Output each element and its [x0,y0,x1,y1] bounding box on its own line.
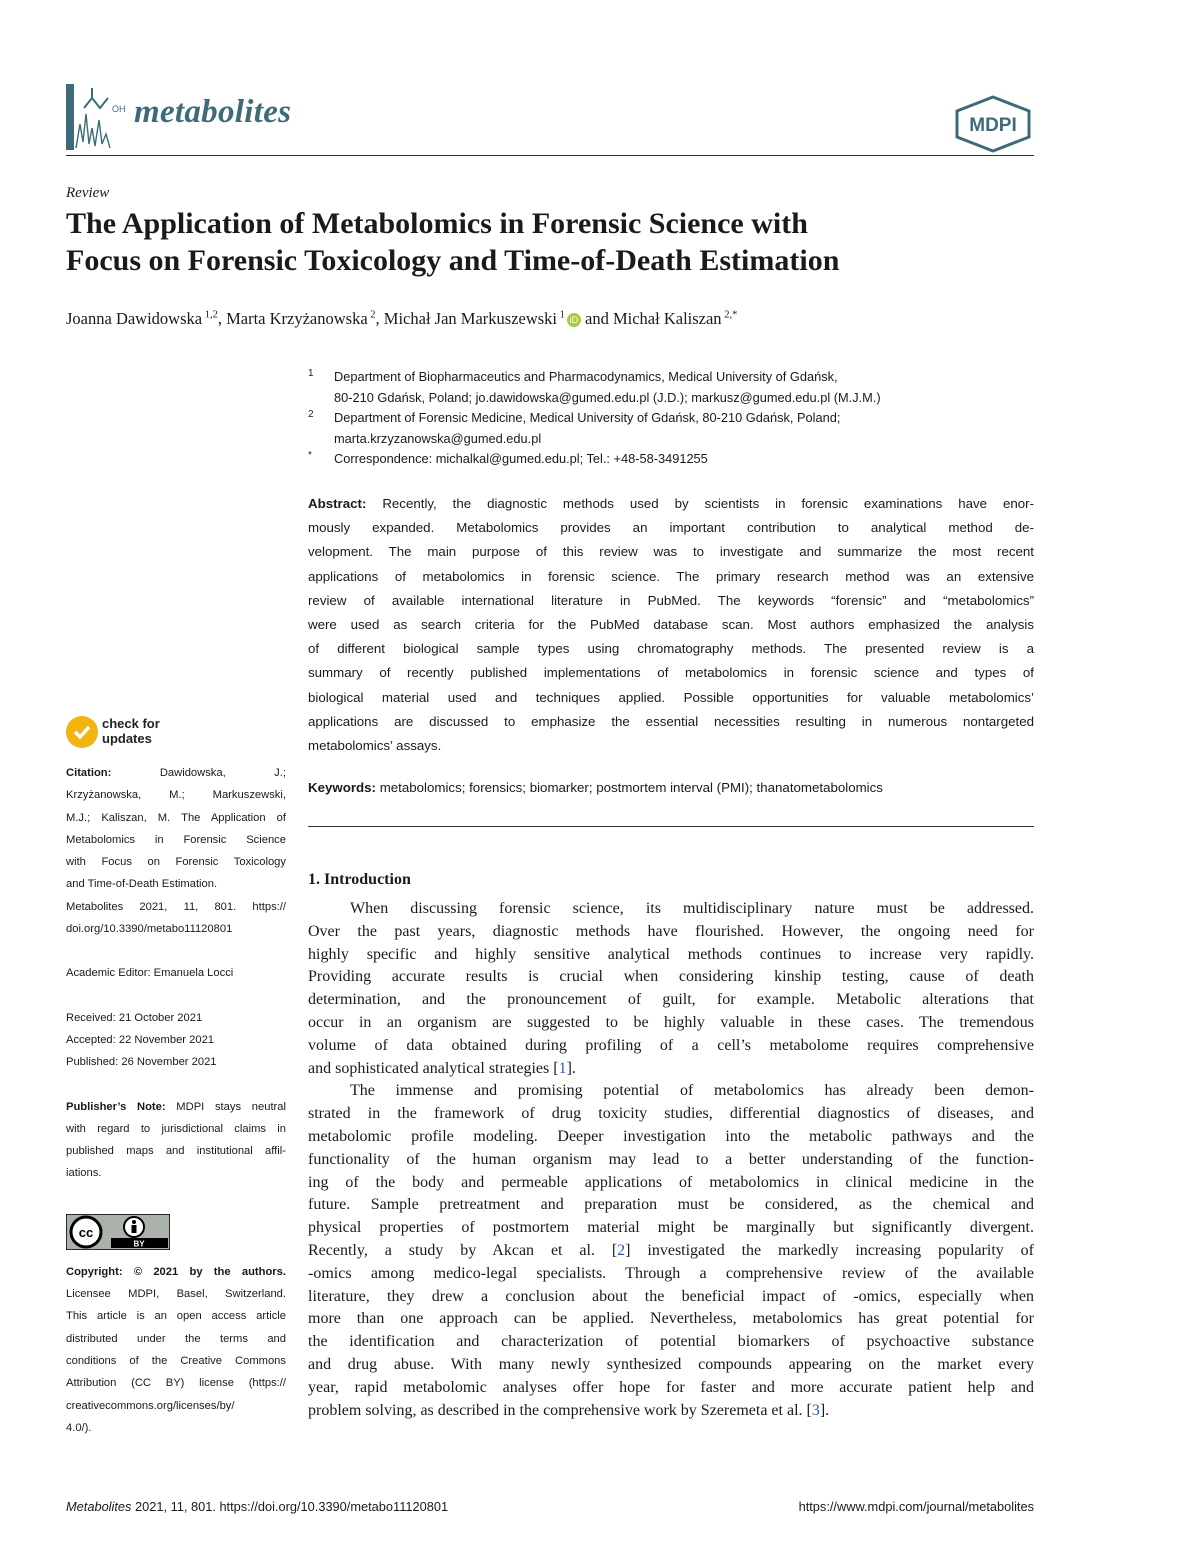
introduction-body: When discussing forensic science, its multidisciplinary nature must be addressed. Over the past years, diagnostic methods have flourished. However, the ongoing need for highly specific and highly sensitive analytical methods continues to increase very rapidly. Providing accurate results is crucial when considering kinship testing, cause of death determination, and the pronouncement of guilt, for example. Metabolic alterations that occur in an organism are suggested to be highly valuable in these cases. The tremendous volume of data obtained during profiling of a cell’s metabolome requires comprehensive and sophisticated analytical strategies [1]. The immense and promising potential of metabolomics has already been demon- strated in the framework of drug toxicity studies, differential diagnostics of diseases, and metabolomic profile modeling. Deeper investigation into the metabolic pathways and the functionality of the human organism may lead to a better understanding of the function- ing of the body and permeable applications of metabolomics in clinical medicine in the future. Sample pretreatment and preparation must be considered, as the chemical and physical properties of postmortem material might be marginally but significantly divergent. Recently, a study by Akcan et al. [2] investigated the markedly increasing popularity of -omics among medico-legal specialists. Through a comprehensive review of the available literature, they drew a conclusion about the beneficial impact of -omics, especially when more than one approach can be applied. Nevertheless, metabolomics has great potential for the identification and characterization of potential biomarkers of psychoactive substance and drug abuse. With many newly synthesized compounds appearing on the market every year, rapid metabolomic analyses offer hope for faster and more accurate patient help and problem solving, as described in the comprehensive work by Szeremeta et al. [3]. [308,900,1034,1419]
logo-oh-text: OH [112,104,126,114]
reference-link[interactable]: 1 [558,1059,567,1077]
title-line: The Application of Metabolomics in Forensic Science with [66,207,808,240]
footer-journal-url[interactable]: https://www.mdpi.com/journal/metabolites [798,1499,1034,1514]
author-affiliation-sup: 1 [559,309,565,321]
affiliation-item: 2 Department of Forensic Medicine, Medical University of Gdańsk, 80-210 Gdańsk, Poland; marta.krzyzanowska@gumed.edu.pl [308,409,841,446]
author-name[interactable]: Marta Krzyżanowska [226,309,368,328]
author-list: Joanna Dawidowska $^{1,2}$, Marta Krzyżanowska $^2$, Michał Jan Markuszewski $^1$ iD and Michał Kaliszan $^{2,*}$ [66,309,738,328]
author-affiliation-sup: 2 [370,309,376,321]
citation-line: Citation: Dawidowska, J.; [66,767,286,779]
author-name[interactable]: Michał Kaliszan [612,309,722,328]
copyright-notice: Copyright: © 2021 by the authors. [66,1265,286,1278]
author-name[interactable]: Michał Jan Markuszewski [383,309,558,328]
publishers-note: Publisher’s Note: MDPI stays neutral [66,1100,286,1113]
check-for-updates-button[interactable] [66,714,196,754]
citation-doi-link[interactable]: doi.org/10.3390/metabo11120801 [66,923,233,936]
abstract: Abstract: Recently, the diagnostic methods used by scientists in forensic examinations have enor- mously expanded. Metabolomics provides an important contribution to analytical method de- velopment. The main purpose of this review was to investigate and summarize the most recent applications of metabolomics in forensic science. The primary research method was an extensive review of available international literature in PubMed. The keywords “forensic” and “metabolomics” were used as search criteria for the PubMed database scan. Most authors emphasized the analysis of different biological sample types using chromatography methods. The presented review is a summary of recently published implementations of metabolomics in forensic science and types of biological material used and techniques applied. Possible opportunities for valuable metabolomics’ applications are discussed to emphasize the essential necessities resulting in numerous nontargeted metabolomics’ assays. [308,496,1035,754]
journal-logo [66,84,128,150]
footer-citation[interactable]: Metabolites 2021, 11, 801. https://doi.org/10.3390/metabo11120801 [66,1499,449,1514]
check-updates-icon [66,716,98,748]
author-affiliation-sup: 1,2 [204,309,218,321]
keywords: Keywords: metabolomics; forensics; biomarker; postmortem interval (PMI); thanatometabolomics [308,780,883,795]
check-updates-label: check for [102,716,160,731]
affiliation-item: 1 Department of Biopharmaceutics and Pharmacodynamics, Medical University of Gdańsk, 80-210 Gdańsk, Poland; jo.dawidowska@gumed.edu.pl (J.D.); markusz@gumed.edu.pl (M.J.M.) [308,368,881,405]
received-date: Received: 21 October 2021 [66,1011,203,1024]
author-affiliation-sup: 2,* [724,309,738,321]
published-date: Published: 26 November 2021 [66,1056,217,1069]
title-line: Focus on Forensic Toxicology and Time-of-Death Estimation [66,244,840,277]
publisher-logo [952,95,1034,153]
accepted-date: Accepted: 22 November 2021 [66,1033,215,1046]
article-title [66,205,1034,279]
reference-link[interactable]: 2 [617,1241,626,1259]
article-type: Review [66,185,110,201]
header-divider [66,155,1034,156]
journal-name: metabolites [134,94,292,130]
cc-by-label: BY [133,1239,145,1249]
abstract-label: Abstract: [308,496,367,511]
check-updates-label: updates [102,731,152,746]
cc-by-license-icon[interactable] [66,1214,170,1250]
orcid-icon[interactable]: iD [567,313,581,327]
sidebar-info: Citation: Dawidowska, J.; Krzyżanowska, M.; Markuszewski, M.J.; Kaliszan, M. The Application of Metabolomics in Forensic Science with Focus on Forensic Toxicology and Time-of-Death Estimation. Metabolites 2021, 11, 801. https:// doi.org/10.3390/metabo11120801 Academic Editor: Emanuela Locci Received: 21 October 2021 Accepted: 22 November 2021 Published: 26 November 2021 Publisher’s Note: MDPI stays neutral with regard to jurisdictional claims in published maps and institutional affil- iations. Copyright: © 2021 by the authors. Licensee MDPI, Basel, Switzerland. This article is an open access article distributed under the terms and conditions of the Creative Commons Attribution (CC BY) license (https:// creativecommons.org/licenses/by/ 4.0/). [66,762,286,1439]
keywords-label: Keywords: [308,780,376,795]
abstract-divider [308,826,1034,827]
publisher-logo-text: MDPI [969,115,1017,136]
cc-label: cc [78,1225,94,1240]
affiliations [308,367,1034,470]
section-heading: 1. Introduction [308,871,411,888]
correspondence: * Correspondence: michalkal@gumed.edu.pl; Tel.: +48-58-3491255 [308,450,708,466]
author-name[interactable]: Joanna Dawidowska [66,309,203,328]
reference-link[interactable]: 3 [811,1401,820,1419]
academic-editor: Academic Editor: Emanuela Locci [66,967,234,980]
